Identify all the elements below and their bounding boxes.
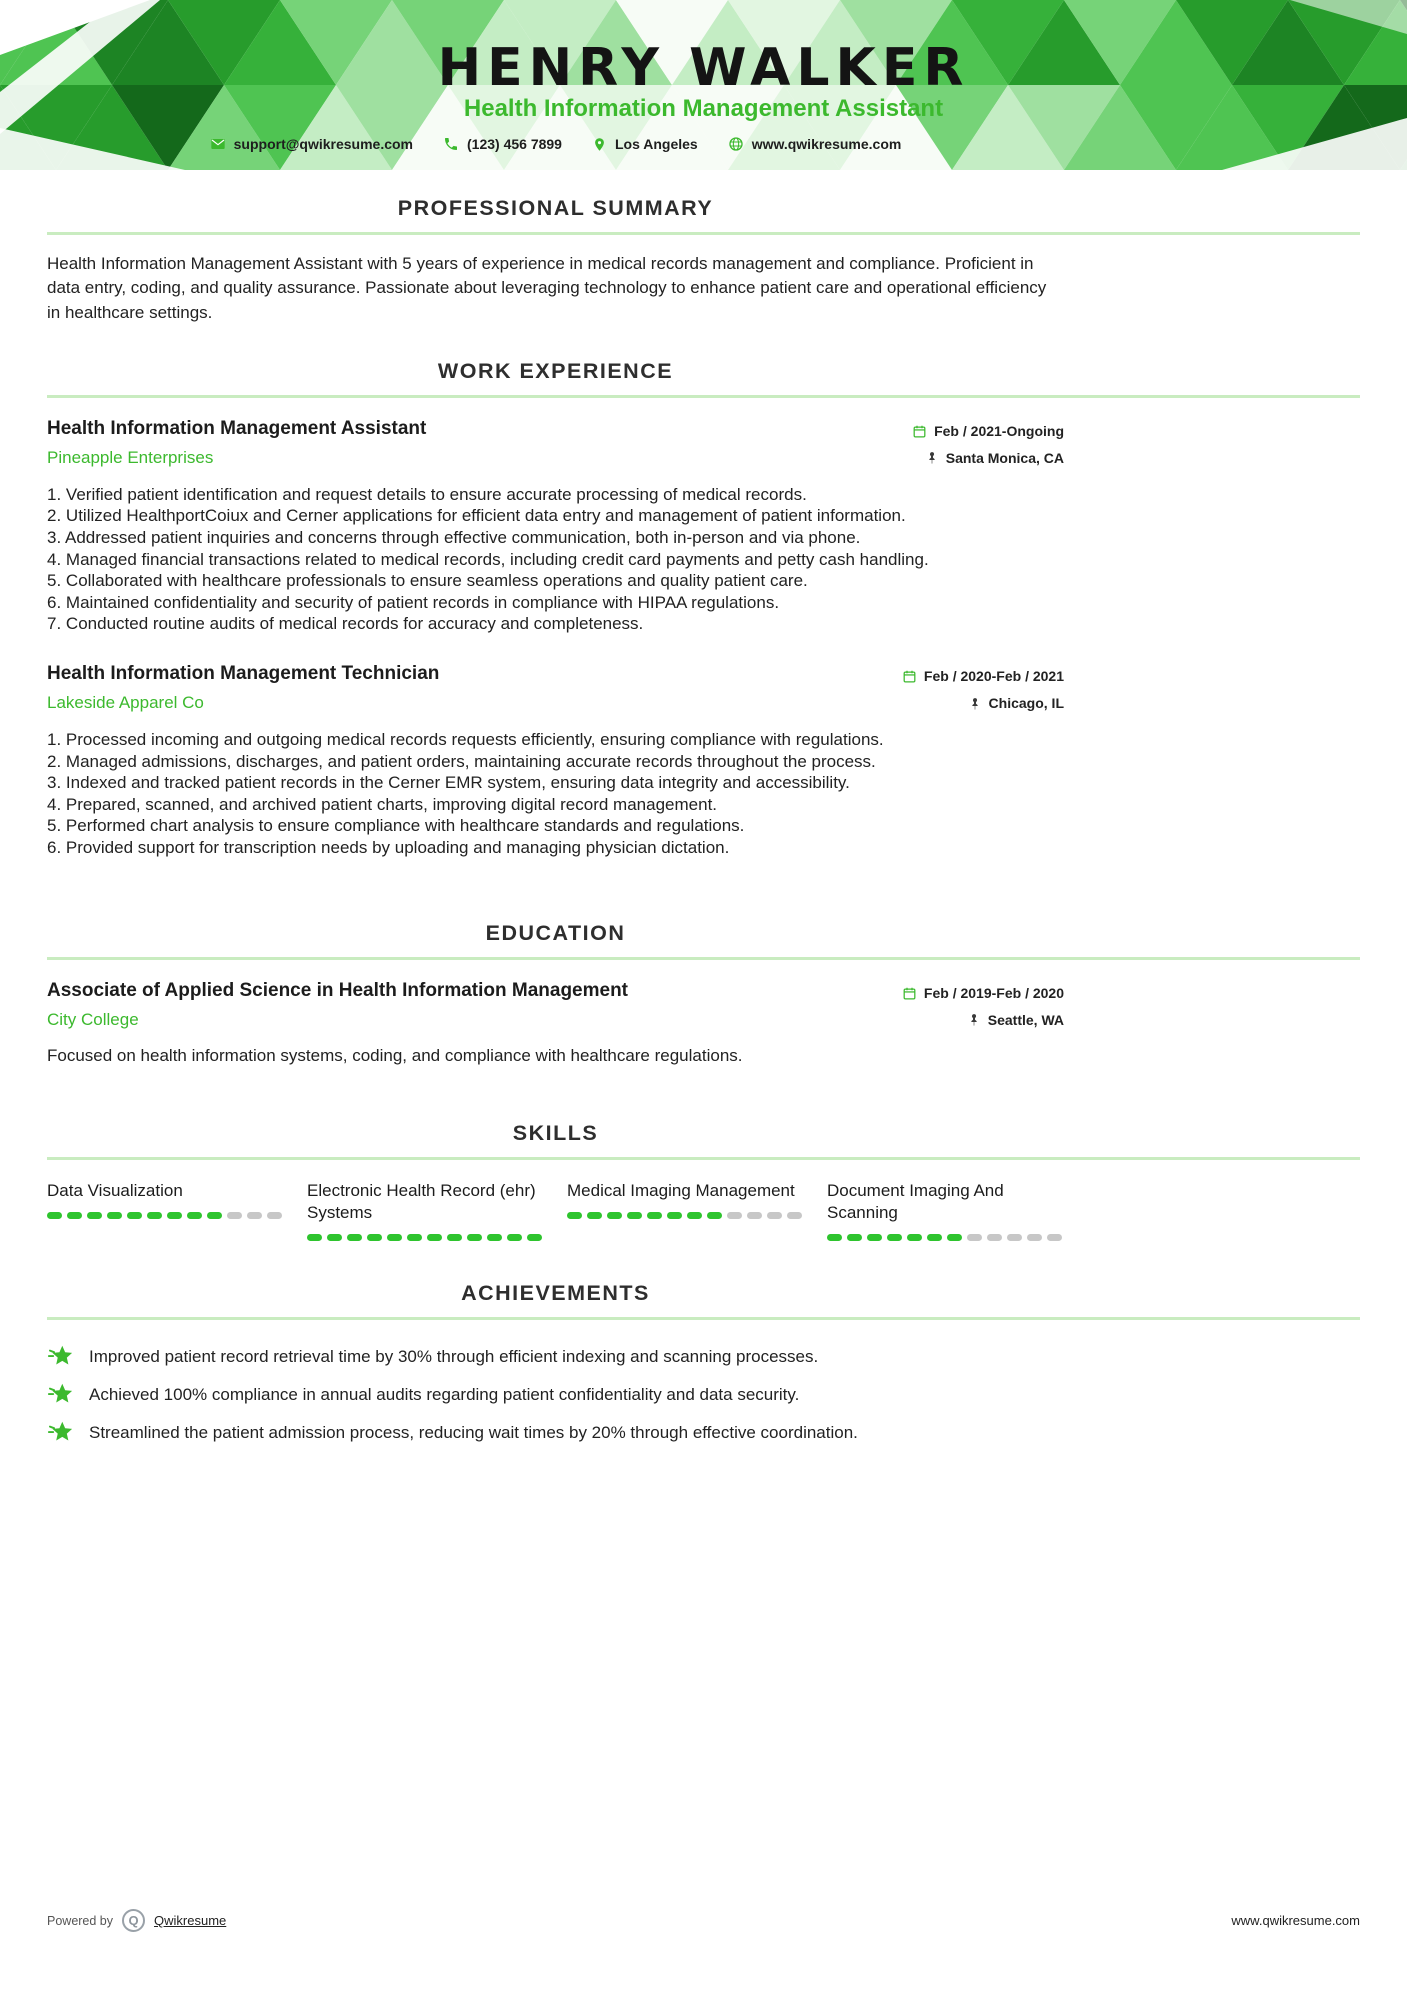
skill-item [47,1180,284,1219]
achievement-star-icon [47,1344,74,1369]
candidate-title: Health Information Management Assistant [463,95,944,122]
experience-heading: WORK EXPERIENCE [437,358,674,383]
bullet-item: Managed admissions, discharges, and patient orders, maintaining accurate records throughout the process. [65,751,876,771]
skills-section [0,1121,1407,1241]
location-pin-icon [592,137,607,152]
job-bullets [47,484,1064,635]
bullet-item: Addressed patient inquiries and concerns through effective communication, both in-person and via phone. [64,528,861,548]
job-title: Health Information Management Technician [47,663,440,685]
section-divider [47,957,1360,960]
job-location [912,445,1064,472]
candidate-name: HENRY WALKER [437,38,970,98]
education-date [902,980,1064,1007]
section-divider [47,1157,1360,1160]
contact-item-website[interactable] [728,136,902,152]
education-description: Focused on health information systems, coding, and compliance with healthcare regulations. [47,1045,743,1065]
bullet-item: Indexed and tracked patient records in the Cerner EMR system, ensuring data integrity and accessibility. [65,773,850,793]
skill-bar [307,1234,544,1241]
pushpin-icon [967,1013,981,1027]
education-date-text: Feb / 2019-Feb / 2020 [923,984,1064,1001]
qwikresume-logo: Q [122,1909,145,1932]
calendar-icon [912,424,927,439]
powered-by-label: Powered by [47,1913,114,1928]
achievement-text: Streamlined the patient admission process, reducing wait times by 20% through effective coordination. [89,1422,858,1442]
job-location [902,690,1064,717]
pushpin-icon [968,697,982,711]
summary-text: Health Information Management Assistant with 5 years of experience in medical records management and compliance. Proficient in data entry, coding, and quality assurance. Passionate about leveraging technology to enhance patient care and operational efficiency in healthcare settings. [47,254,1047,322]
achievement-item [47,1382,1064,1407]
achievements-heading: ACHIEVEMENTS [461,1281,650,1306]
globe-icon [728,136,744,152]
job-date-text: Feb / 2020-Feb / 2021 [923,668,1064,685]
job-entry [47,663,1064,859]
contact-item-location [592,136,698,152]
contact-location-text: Los Angeles [614,136,698,152]
skill-bar [567,1212,804,1219]
pushpin-icon [925,451,939,465]
education-entry [47,980,1064,1068]
section-divider [47,232,1360,235]
skills-heading: SKILLS [512,1121,599,1146]
job-date [912,418,1064,445]
job-location-text: Santa Monica, CA [945,449,1064,466]
contact-website-text: www.qwikresume.com [751,136,902,152]
powered-by [47,1909,226,1932]
job-date-text: Feb / 2021-Ongoing [934,422,1064,439]
achievement-text: Improved patient record retrieval time by 30% through efficient indexing and scanning processes. [89,1346,819,1366]
contact-item-phone [443,136,562,152]
contact-row [47,136,1064,152]
skill-item [567,1180,804,1219]
job-meta [902,663,1064,717]
section-divider [47,395,1360,398]
job-location-text: Chicago, IL [988,695,1064,712]
bullet-item: Utilized HealthportCoiux and Cerner applications for efficient data entry and management of patient information. [65,506,906,526]
skill-label: Data Visualization [47,1181,183,1201]
education-location [902,1007,1064,1034]
skill-label: Electronic Health Record (ehr) Systems [307,1181,536,1223]
achievement-item [47,1344,1064,1369]
achievements-section [0,1281,1407,1445]
bullet-item: Maintained confidentiality and security of patient records in compliance with HIPAA regulations. [65,592,780,612]
header-banner [0,0,1407,170]
bullet-item: Collaborated with healthcare professionals to ensure seamless operations and quality patient care. [65,571,808,591]
skill-label: Document Imaging And Scanning [827,1181,1004,1223]
education-section [0,921,1407,1068]
job-title: Health Information Management Assistant [47,417,427,439]
bullet-item: Verified patient identification and request details to ensure accurate processing of medical records. [65,484,807,504]
contact-item-email[interactable] [210,136,413,152]
job-company: Pineapple Enterprises [47,447,214,467]
contact-email-text: support@qwikresume.com [233,136,413,152]
bullet-item: Managed financial transactions related to medical records, including credit card payments and petty cash handling. [65,549,929,569]
footer-site-url: www.qwikresume.com [1231,1913,1360,1928]
footer [47,1909,1360,1932]
education-meta [902,980,1064,1034]
phone-icon [443,136,459,152]
section-divider [47,1317,1360,1320]
bullet-item: Performed chart analysis to ensure compliance with healthcare standards and regulations. [65,816,745,836]
qwikresume-link[interactable]: Qwikresume [154,1913,227,1928]
skill-bar [47,1212,284,1219]
summary-heading: PROFESSIONAL SUMMARY [397,196,714,220]
education-location-text: Seattle, WA [987,1011,1064,1028]
job-company: Lakeside Apparel Co [47,693,204,713]
summary-section [0,196,1407,325]
job-bullets [47,729,1064,859]
skill-label: Medical Imaging Management [567,1181,795,1201]
experience-section [0,359,1407,859]
bullet-item: Prepared, scanned, and archived patient charts, improving digital record management. [65,794,718,814]
achievement-item [47,1420,1064,1445]
calendar-icon [902,986,917,1001]
bullet-item: Conducted routine audits of medical records for accuracy and completeness. [65,614,644,634]
contact-phone-text: (123) 456 7899 [467,136,562,152]
skill-bar [827,1234,1064,1241]
job-meta [912,418,1064,472]
achievement-text: Achieved 100% compliance in annual audits regarding patient confidentiality and data security. [89,1384,800,1404]
education-heading: EDUCATION [485,920,626,945]
skills-grid [47,1180,1064,1241]
job-date [902,663,1064,690]
school-name: City College [47,1009,139,1029]
achievement-star-icon [47,1420,74,1445]
job-entry [47,418,1064,635]
bullet-item: Processed incoming and outgoing medical records requests efficiently, ensuring compliance with regulations. [65,730,884,750]
bullet-item: Provided support for transcription needs by uploading and managing physician dictation. [65,838,730,858]
calendar-icon [902,669,917,684]
skill-item [307,1180,544,1241]
achievement-star-icon [47,1382,74,1407]
degree-title: Associate of Applied Science in Health Information Management [47,979,629,1001]
email-icon [210,136,226,152]
skill-item [827,1180,1064,1241]
